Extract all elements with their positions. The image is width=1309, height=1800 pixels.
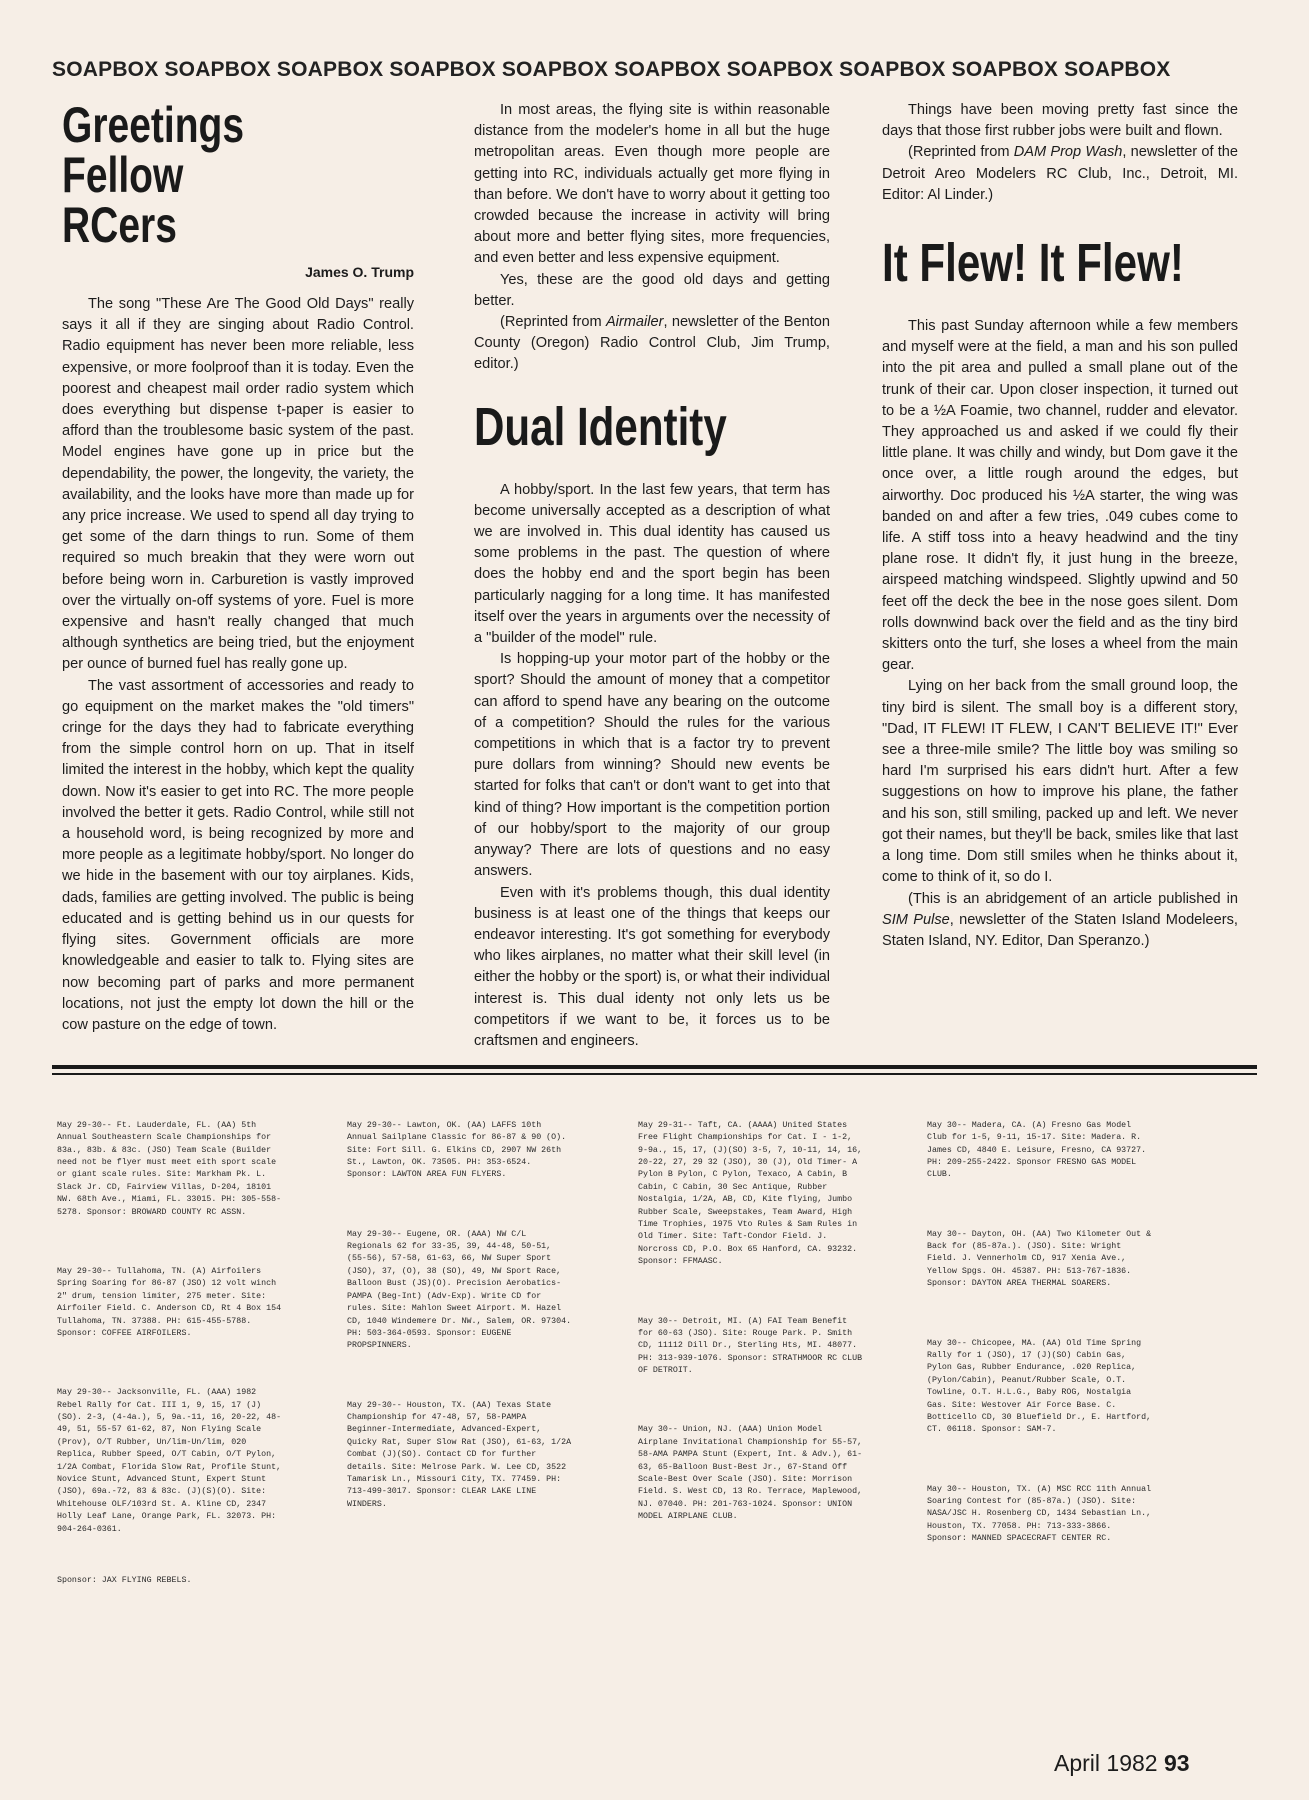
dual-identity-paragraph: A hobby/sport. In the last few years, that term has become universally accepted as a description of what we are involved in. This dual identity has caused us some problems in the past. The question of where does the hobby end and the sport begin has been particularly nagging for a long time. It has manifested itself over the years in arguments over the necessity of a "builder of the model" rule. — [474, 481, 830, 647]
greetings-body — [62, 294, 414, 1036]
calendar-entry: May 29-30-- Tullahoma, TN. (A) Airfoilers Spring Soaring for 86-87 (JSO) 12 volt winch 2" drum, tension limiter, 275 meter. Site: Airfoiler Field. C. Anderson CD, Rt 4 Box 154 Tullahoma, TN. 37388. PH: 615-455-5788. Sponsor: COFFEE AIRFOILERS. — [57, 1266, 287, 1338]
it-flew-paragraph: This past Sunday afternoon while a few members and myself were at the field, a man and his son pulled into the pit area and pulled a small plane out of the trunk of their car. Upon closer inspection, it turned out to be a ½A Foamie, two channel, rudder and elevator. They approached us and asked if we could fly their little plane. It was chilly and windy, but Dom gave it the once over, a little rough around the edges, but airworthy. Doc produced his ½A starter, the wing was banded on and after a few tries, .049 cubes come to life. A stiff toss into a heavy headwind and the tiny plane rose. It didn't fly, it just hung in the breeze, airspeed matching windspeed. Slightly upwind and 50 feet off the deck the bee in the nose goes silent. Dom rolls downwind back over the field and as the tiny bird skitters onto the turf, she loses a wheel from the main gear. — [882, 318, 1238, 674]
page-number: 93 — [1163, 1750, 1190, 1776]
calendar-entry: May 30-- Dayton, OH. (AA) Two Kilometer Out & Back for (85-87a.). (JSO). Site: Wright Field. J. Vennerholm CD, 917 Xenia Ave., Yellow Spgs. OH. 45387. PH: 513-767-1836. Sponsor: DAYTON AREA THERMAL SOARERS. — [927, 1229, 1157, 1289]
dual-identity-credit — [882, 142, 1238, 206]
dual-identity-credit-prefix: (Reprinted from — [908, 144, 1014, 161]
dual-identity-paragraph: Even with it's problems though, this dual identity business is at least one of the things that keeps our endeavor interesting. It's got something for everybody who likes airplanes, no matter what their skill level (in either the hobby or the sport) is, or what their individual interest is. This dual identy not only lets us be competitors if we want to be, it forces us to be craftsmen and engineers. — [474, 884, 830, 1049]
dual-identity-body-continued — [882, 100, 1238, 206]
section-divider-thick — [52, 1065, 1257, 1069]
column-3 — [882, 100, 1238, 952]
it-flew-title: It Flew! It Flew! — [882, 233, 1184, 294]
it-flew-credit-prefix: (This is an abridgement of an article published in — [908, 890, 1238, 907]
it-flew-credit-suffix: , newsletter of the Staten Island Modeleers, Staten Island, NY. Editor, Dan Speranzo.) — [882, 911, 1238, 949]
greetings-paragraph: Yes, these are the good old days and getting better. — [474, 271, 830, 309]
calendar-entry: May 30-- Detroit, MI. (A) FAI Team Benefit for 60-63 (JSO). Site: Rouge Park. P. Smith CD, 11112 Dill Dr., Sterling Hts, MI. 48077. PH: 313-939-1076. Sponsor: STRATHMOOR RC CLUB OF DETROIT. — [638, 1316, 868, 1376]
calendar-column-3 — [638, 1095, 866, 1570]
soapbox-banner: SOAPBOX SOAPBOX SOAPBOX SOAPBOX SOAPBOX SOAPBOX SOAPBOX SOAPBOX SOAPBOX SOAPBOX — [52, 58, 1171, 81]
dual-identity-body — [474, 480, 830, 1052]
dual-identity-credit-publication: DAM Prop Wash — [1013, 144, 1123, 161]
greetings-credit-prefix: (Reprinted from — [500, 314, 606, 331]
calendar-sponsor-line: Sponsor: JAX FLYING REBELS. — [57, 1575, 192, 1585]
calendar-column-4 — [927, 1095, 1155, 1592]
calendar-entry: May 29-30-- Eugene, OR. (AAA) NW C/L Regionals 62 for 33-35, 39, 44-48, 50-51, (55-56), 57-58, 61-63, 66, NW Super Sport (JSO), 37, (O), 38 (SO), 49, NW Sport Race, Balloon Bust (JS)(O). Precision Aerobatics-PAMPA (Beg-Int) (Adv-Exp). Write CD for rules. Site: Mahlon Sweet Airport. M. Hazel CD, 1040 Windemere Dr. NW., Salem, OR. 97304. PH: 503-364-0593. Sponsor: EUGENE PROPSPINNERS. — [347, 1229, 577, 1351]
calendar-entry: May 30-- Madera, CA. (A) Fresno Gas Model Club for 1-5, 9-11, 15-17. Site: Madera. R. James CD, 4840 E. Leisure, Fresno, CA 93727. PH: 209-255-2422. Sponsor FRESNO GAS MODEL CLUB. — [927, 1120, 1152, 1180]
calendar-entry: May 30-- Chicopee, MA. (AA) Old Time Spring Rally for 1 (JSO), 17 (J)(SO) Cabin Gas, Pylon Gas, Rubber Endurance, .020 Replica, (Pylon/Cabin), Peanut/Rubber Scale, O.T. Towline, O.T. H.L.G., Baby ROG, Nostalgia Gas. Site: Westover Air Force Base. C. Botticello CD, 30 Bluefield Dr., E. Hartford, CT. 06118. Sponsor: SAM-7. — [927, 1338, 1157, 1435]
dual-identity-credit-suffix: , newsletter of the Detroit Areo Modelers RC Club, Inc., Detroit, MI. Editor: Al Linder.) — [882, 144, 1239, 203]
it-flew-credit-publication: SIM Pulse — [882, 911, 950, 928]
calendar-entry: May 29-31-- Taft, CA. (AAAA) United States Free Flight Championships for Cat. I - 1-2, 9-9a., 15, 17, (J)(SO) 3-5, 7, 10-11, 14, 16, 20-22, 27, 29 32 (JSO), 30 (J), Old Timer- A Pylon B Pylon, C Pylon, Texaco, A Cabin, B Cabin, C Cabin, 30 Sec Antique, Rubber Nostalgia, 1/2A, AB, CD, Kite flying, Jumbo Rubber Scale, Sweepstakes, Team Award, High Time Trophies, 1975 Vto Rules & Sam Rules in Old Timer. Site: Taft-Condor Field. J. Norcross CD, P.O. Box 65 Hanford, CA. 93232. Sponsor: FFMAASC. — [638, 1120, 868, 1267]
calendar-entry: May 30-- Houston, TX. (A) MSC RCC 11th Annual Soaring Contest for (85-87a.) (JSO). Site: NASA/JSC H. Rosenberg CD, 1434 Sebastian Ln., Houston, TX. 77058. PH: 713-333-3866. Sponsor: MANNED SPACECRAFT CENTER RC. — [927, 1484, 1157, 1544]
calendar-entry: May 29-30-- Houston, TX. (AA) Texas State Championship for 47-48, 57, 58-PAMPA Beginner-Intermediate, Advanced-Expert, Quicky Rat, Super Slow Rat (JSO), 61-63, 1/2A Combat (J)(SO). Contact CD for further details. Site: Melrose Park. W. Lee CD, 3522 Tamarisk Ln., Missouri City, TX. 77459. PH: 713-499-3017. Sponsor: CLEAR LAKE LINE WINDERS. — [347, 1400, 577, 1509]
calendar-entry: May 29-30-- Ft. Lauderdale, FL. (AA) 5th Annual Southeastern Scale Championships for 83a., 83b. & 83c. (JSO) Team Scale (Builder need not be flyer must meet eith sport scale or giant scale rules. Site: Markham Pk. L. Slack Jr. CD, Fairview Villas, D-204, 18101 NW. 68th Ave., Miami, FL. 33015. PH: 305-558-5278. Sponsor: BROWARD COUNTY RC ASSN. — [57, 1120, 282, 1217]
dual-identity-paragraph: Is hopping-up your motor part of the hobby or the sport? Should the amount of money that a competitor can afford to spend have any bearing on the outcome of a competition? Should the rules for the various competitions in which that is a factor try to prevent pure dollars from winning? Should new events be started for folks that can't or don't want to get into that kind of thing? How important is the competition portion of our hobby/sport to the majority of our group anyway? There are lots of questions and no easy answers. — [474, 651, 830, 880]
calendar-column-2 — [347, 1095, 575, 1558]
greetings-paragraph: The vast assortment of accessories and ready to go equipment on the market makes the "old timers" cringe for the days they had to fabricate everything from the simple control horn on up. That in itself limited the interest in the hobby, which kept the quality down. Now it's easier to get into RC. The more people involved the better it gets. Radio Control, while still not a household word, is being recognized by more and more people as a legitimate hobby/sport. No longer do we hide in the basement with our toy airplanes. Kids, dads, families are getting involved. The public is being educated and is getting behind us in our quests for flying sites. Government officials are more knowledgeable and easier to talk to. Flying sites are now becoming part of parks and more permanent locations, not just the empty lot down the hill or the cow pasture on the edge of town. — [62, 677, 414, 1033]
greetings-credit-suffix: , newsletter of the Benton County (Oregon) Radio Control Club, Jim Trump, editor.) — [474, 314, 831, 373]
section-divider-thin — [52, 1073, 1257, 1075]
calendar-entry: May 29-30-- Lawton, OK. (AA) LAFFS 10th Annual Sailplane Classic for 86-87 & 90 (O). Site: Fort Sill. G. Elkins CD, 2907 NW 26th St., Lawton, OK. 73505. PH: 353-6524. Sponsor: LAWTON AREA FUN FLYERS. — [347, 1120, 572, 1180]
it-flew-paragraph: Lying on her back from the small ground loop, the tiny bird is silent. The small boy is a different story, "Dad, IT FLEW! IT FLEW, I CAN'T BELIEVE IT!" Ever see a three-mile smile? The little boy was smiling so hard I'm surprised his ears didn't hurt. After a few suggestions on how to improve his plane, the father and his son, still smiling, packed up and left. We never got their names, but they'll be back, smiles like that last a long time. Dom still smiles when he thinks about it, come to think of it, so do I. — [882, 678, 1238, 886]
greetings-author: James O. Trump — [305, 264, 414, 280]
calendar-column-1 — [57, 1095, 285, 1612]
greetings-paragraph: The song "These Are The Good Old Days" really says it all if they are singing about Radio Control. Radio equipment has never been more reliable, less expensive, or more foolproof than it is today. Even the poorest and cheapest mail order radio system which does everything but dispense t-paper is easier to afford than the troublesome basic system of the past. Model engines have gone up in price but the dependability, the power, the longevity, the variety, the availability, and the looks have more than made up for any price increase. We used to spend all day trying to get some of the darn things to run. Some of them required so much breakin that they were worn out before being worn in. Carburetion is vastly improved over the virtually on-off systems of yore. Fuel is more expensive and hasn't really changed that much although synthetics are being tried, but the enjoyment per ounce of burned fuel has really gone up. — [62, 296, 414, 673]
greetings-credit-publication: Airmailer — [605, 314, 664, 331]
it-flew-body — [882, 316, 1238, 952]
greetings-paragraph: In most areas, the flying site is within reasonable distance from the modeler's home in all but the huge metropolitan areas. Even though more people are getting into RC, individuals actually get more flying in than before. We don't have to worry about it getting too crowded because the increase in activity will bring about more and better flying sites, more frequencies, and even better and less expensive equipment. — [474, 102, 830, 267]
page-folio — [1054, 1750, 1190, 1777]
dual-identity-title: Dual Identity — [474, 396, 727, 457]
it-flew-credit — [882, 889, 1238, 953]
calendar-entry: May 30-- Union, NJ. (AAA) Union Model Airplane Invitational Championship for 55-57, 58-AMA PAMPA Stunt (Expert, Int. & Adv.), 61-63, 65-Balloon Bust-Best Jr., 67-Stand Off Scale-Best Over Scale (JSO). Site: Morrison Field. S. West CD, 13 Ro. Terrace, Maplewood, NJ. 07040. PH: 201-763-1024. Sponsor: UNION MODEL AIRPLANE CLUB. — [638, 1425, 868, 1522]
greetings-body-continued — [474, 100, 830, 376]
greetings-credit — [474, 312, 830, 376]
issue-date: April 1982 — [1054, 1750, 1158, 1776]
greetings-title: Greetings Fellow RCers — [62, 97, 245, 253]
column-1 — [62, 97, 414, 1036]
column-2 — [474, 100, 830, 1052]
calendar-entry: May 29-30-- Jacksonville, FL. (AAA) 1982 Rebel Rally for Cat. III 1, 9, 15, 17 (J)(SO). 2-3, (4-4a.), 5, 9a.-11, 16, 20-22, 48-49, 51, 55-57 61-62, 87, Non Flying Scale (Prov), O/T Rubber, Un/lim-Un/lim, 020 Replica, Rubber Speed, O/T Cabin, O/T Pylon, 1/2A Combat, Florida Slow Rat, Profile Stunt, Novice Stunt, Advanced Stunt, Expert Stunt (JSO), 69a.-72, 83 & 83c. (J)(S)(O). Site: Whitehouse OLF/103rd St. A. Kline CD, 2347 Holly Leaf Lane, Orange Park, FL. 32073. PH: 904-264-0361. — [57, 1388, 287, 1534]
dual-identity-paragraph: Things have been moving pretty fast since the days that those first rubber jobs were built and flown. — [882, 102, 1238, 140]
